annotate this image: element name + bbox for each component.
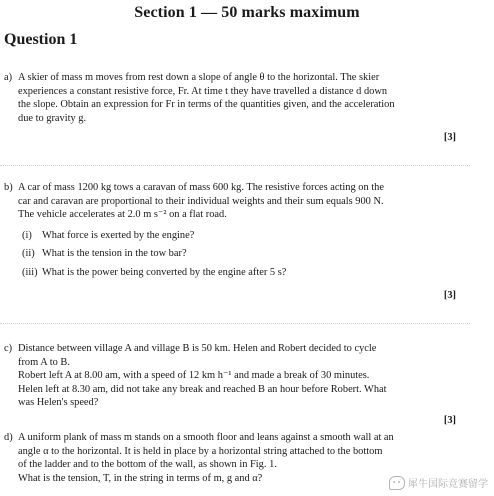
subquestion-number: (iii) <box>22 266 38 278</box>
part-text-line: experiences a constant resistive force, Fr. At time t they have travelled a distance d down <box>18 85 388 97</box>
marks-badge: [3] <box>443 415 456 426</box>
part-label: d) <box>4 432 13 443</box>
part-text-line: Robert left A at 8.00 am, with a speed of 12 km h⁻¹ and made a break of 30 minutes. <box>18 370 370 382</box>
subquestion-text: What force is exerted by the engine? <box>42 229 195 241</box>
part-text-line: was Helen's speed? <box>18 397 99 409</box>
subquestion-text: What is the power being converted by the engine after 5 s? <box>42 266 287 278</box>
part-text-line: the slope. Obtain an expression for Fr in terms of the quantities given, and the acceleration <box>18 99 395 111</box>
question-title: Question 1 <box>4 31 78 48</box>
part-text-line: A car of mass 1200 kg tows a caravan of mass 600 kg. The resistive forces acting on the <box>18 182 384 193</box>
marks-badge: [3] <box>443 132 456 143</box>
part-text-line: from A to B. <box>18 356 70 368</box>
part-text-line: A skier of mass m moves from rest down a slope of angle θ to the horizontal. The skier <box>18 72 380 83</box>
part-label: a) <box>4 72 13 83</box>
subquestion <box>4 229 456 243</box>
watermark-text: 犀牛国际竞赛留学 <box>408 479 488 490</box>
watermark <box>389 475 488 490</box>
part-text-line: The vehicle accelerates at 2.0 m s⁻² on a flat road. <box>18 209 227 221</box>
part-text-line: Distance between village A and village B is 50 km. Helen and Robert decided to cycle <box>18 343 377 354</box>
wechat-icon <box>389 476 405 490</box>
subquestion-text: What is the tension in the tow bar? <box>42 248 187 260</box>
part-text-line: Helen left at 8.30 am, did not take any break and reached B an hour before Robert. What <box>18 383 387 395</box>
subquestion <box>4 266 456 280</box>
part-text-line: angle α to the horizontal. It is held in place by a horizontal string attached to the bottom <box>18 445 383 457</box>
subquestion <box>4 247 456 261</box>
part-label: c) <box>4 343 13 354</box>
part-label: b) <box>4 182 13 193</box>
question-part-c <box>4 342 456 410</box>
divider <box>0 323 470 324</box>
divider <box>0 165 470 166</box>
part-text-line: car and caravan are proportional to their individual weights and their sum equals 900 N. <box>18 195 384 207</box>
marks-badge: [3] <box>443 290 456 301</box>
section-title: Section 1 — 50 marks maximum <box>134 4 360 21</box>
question-part-b <box>4 181 456 280</box>
subquestion-number: (ii) <box>22 248 35 260</box>
subquestion-number: (i) <box>22 229 32 241</box>
part-text-line: A uniform plank of mass m stands on a smooth floor and leans against a smooth wall at an <box>18 432 394 443</box>
part-text-line: due to gravity g. <box>18 112 87 124</box>
part-text-line: What is the tension, T, in the string in terms of m, g and α? <box>18 472 263 484</box>
part-text-line: of the ladder and to the bottom of the wall, as shown in Fig. 1. <box>18 459 277 471</box>
question-part-a <box>4 71 456 125</box>
